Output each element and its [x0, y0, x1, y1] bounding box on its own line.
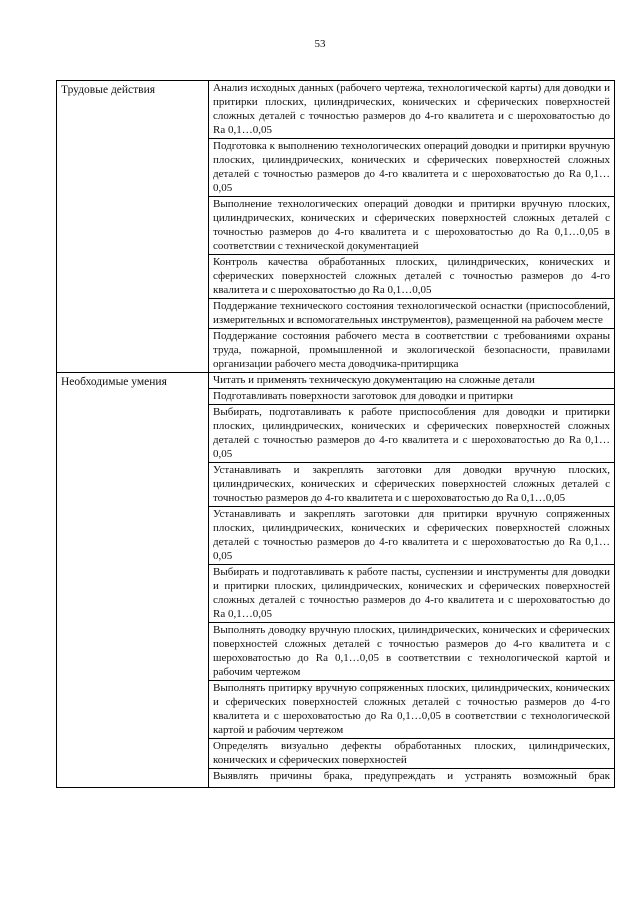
list-item: Выбирать и подготавливать к работе пасты, суспензии и инструменты для доводки и притирки плоских, цилиндрических, конических и сферических поверхностей сложных деталей с точностью размеров до 4-го квалитета и с шероховатостью до Ra 0,1…0,05: [209, 565, 614, 623]
section-label-labor-actions: Трудовые действия: [57, 81, 209, 373]
list-item: Анализ исходных данных (рабочего чертежа, технологической карты) для доводки и притирки плоских, цилиндрических, конических и сферических поверхностей сложных деталей с точностью размеров до 4-го квалитета и с шероховатостью до Ra 0,1…0,05: [209, 81, 614, 139]
list-item: Выявлять причины брака, предупреждать и устранять возможный брак: [213, 770, 610, 782]
requirements-table: [56, 80, 615, 788]
list-item: Контроль качества обработанных плоских, цилиндрических, конических и сферических поверхностей сложных деталей с точностью размеров до 4-го квалитета и с шероховатостью до Ra 0,1…0,05: [209, 255, 614, 299]
page-number: 53: [314, 38, 326, 50]
section-label-required-skills: Необходимые умения: [57, 373, 209, 788]
list-item: Выбирать, подготавливать к работе приспособления для доводки и притирки плоских, цилиндрических, конических и сферических поверхностей сложных деталей с точностью размеров до 4-го квалитета и с шероховатостью до Ra 0,1…0,05: [209, 405, 614, 463]
table-row: [57, 373, 615, 788]
list-item: Определять визуально дефекты обработанных плоских, цилиндрических, конических и сферических поверхностей: [209, 739, 614, 769]
list-item: Выполнять притирку вручную сопряженных плоских, цилиндрических, конических и сферических поверхностей сложных деталей с точностью размеров до 4-го квалитета и с шероховатостью до Ra 0,1…0,05 в соответствии с технологической картой и рабочим чертежом: [209, 681, 614, 739]
list-item: Читать и применять техническую документацию на сложные детали: [209, 373, 614, 389]
list-item: Устанавливать и закреплять заготовки для доводки вручную плоских, цилиндрических, конических и сферических поверхностей сложных деталей с точностью размеров до 4-го квалитета и с шероховатостью до Ra 0,1…0,05: [209, 463, 614, 507]
list-item: Выполнение технологических операций доводки и притирки вручную плоских, цилиндрических, конических и сферических поверхностей сложных деталей с точностью размеров до 4-го квалитета и с шероховатостью до Ra 0,1…0,05 в соответствии с технической документацией: [209, 197, 614, 255]
list-item: Поддержание состояния рабочего места в соответствии с требованиями охраны труда, пожарной, промышленной и экологической безопасности, правилами организации рабочего места доводчика-притирщика: [213, 330, 610, 370]
list-item: Устанавливать и закреплять заготовки для притирки вручную сопряженных плоских, цилиндрических, конических и сферических поверхностей сложных деталей с точностью размеров до 4-го квалитета и с шероховатостью до Ra 0,1…0,05: [209, 507, 614, 565]
list-item: Подготавливать поверхности заготовок для доводки и притирки: [209, 389, 614, 405]
labor-actions-list: [209, 81, 615, 373]
list-item: Подготовка к выполнению технологических операций доводки и притирки вручную плоских, цилиндрических, конических и сферических поверхностей сложных деталей с точностью размеров до 4-го квалитета и с шероховатостью до Ra 0,1…0,05: [209, 139, 614, 197]
list-item: Выполнять доводку вручную плоских, цилиндрических, конических и сферических поверхностей сложных деталей с точностью размеров до 4-го квалитета и с шероховатостью до Ra 0,1…0,05 в соответствии с технологической картой и рабочим чертежом: [209, 623, 614, 681]
list-item: Поддержание технического состояния технологической оснастки (приспособлений, измерительных и вспомогательных инструментов), размещенной на рабочем месте: [209, 299, 614, 329]
required-skills-list: [209, 373, 615, 788]
table-row: [57, 81, 615, 373]
